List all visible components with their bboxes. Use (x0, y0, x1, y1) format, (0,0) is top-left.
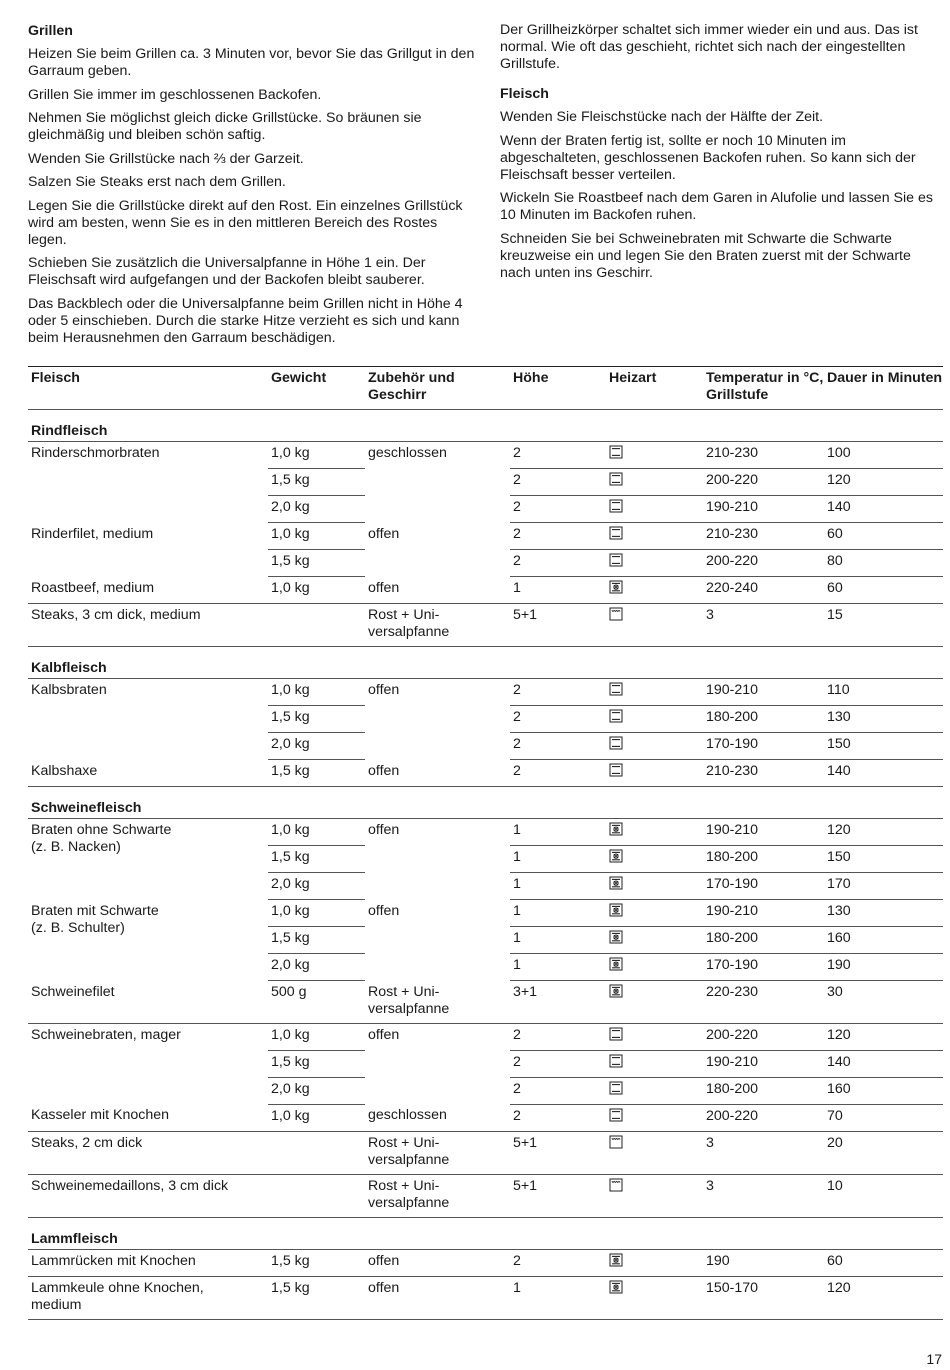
shelf-height-cell: 2 (510, 733, 606, 760)
grillen-paragraph: Legen Sie die Grillstücke direkt auf den Rost. Ein einzelnes Grillstück wird am besten, wenn Sie es in den mittleren Bereich des Rostes legen. (28, 197, 463, 248)
top-bottom-heat-icon (609, 499, 623, 513)
weight-cell: 500 g (268, 981, 365, 1024)
accessory-cell: offen (365, 1249, 510, 1276)
heating-mode-cell (606, 873, 703, 900)
heating-mode-cell (606, 496, 703, 523)
meat-name-cell: Braten mit Schwarte (z. B. Schulter) (31, 902, 159, 936)
shelf-height-cell: 3+1 (510, 981, 606, 1024)
accessory-cell: offen (368, 1026, 400, 1043)
header-zubehoer: Zubehör und Geschirr (365, 367, 510, 410)
shelf-height-cell: 2 (510, 706, 606, 733)
group-label: Rindfleisch (28, 410, 943, 442)
meat-name-cell: Rinderfilet, medium (31, 525, 154, 542)
shelf-height-cell: 2 (510, 1077, 606, 1104)
group-row (28, 787, 943, 819)
weight-cell: 2,0 kg (268, 1077, 365, 1104)
shelf-height-cell: 2 (510, 1249, 606, 1276)
header-heizart: Heizart (606, 367, 703, 410)
fleisch-section (500, 22, 940, 288)
temperature-cell: 200-220 (703, 1104, 824, 1131)
thermogrill-icon (609, 876, 623, 890)
temperature-cell: 170-190 (703, 733, 824, 760)
shelf-height-cell: 1 (510, 954, 606, 981)
top-bottom-heat-icon (609, 1108, 623, 1122)
group-row (28, 410, 943, 442)
shelf-height-cell: 2 (510, 523, 606, 550)
thermogrill-icon (609, 580, 623, 594)
weight-cell: 1,5 kg (268, 760, 365, 787)
shelf-height-cell: 2 (510, 1023, 606, 1050)
weight-cell: 2,0 kg (268, 733, 365, 760)
accessory-cell: offen (368, 525, 400, 542)
meat-name-cell: Steaks, 3 cm dick, medium (28, 604, 268, 647)
shelf-height-cell: 2 (510, 1104, 606, 1131)
shelf-height-cell: 5+1 (510, 1174, 606, 1217)
heating-mode-cell (606, 900, 703, 927)
accessory-cell: Rost + Uni- versalpfanne (365, 1131, 510, 1174)
heating-mode-cell (606, 981, 703, 1024)
accessory-cell: offen (365, 760, 510, 787)
heating-mode-cell (606, 760, 703, 787)
top-bottom-heat-icon (609, 709, 623, 723)
heating-mode-cell (606, 954, 703, 981)
grillen-paragraph: Salzen Sie Steaks erst nach dem Grillen. (28, 174, 286, 190)
weight-cell: 1,5 kg (268, 1050, 365, 1077)
duration-cell: 120 (824, 1276, 943, 1319)
fleisch-paragraph: Schneiden Sie bei Schweinebraten mit Schwarte die Schwarte kreuzweise ein und legen Sie den Braten zuerst mit der Schwarte nach unten ins Geschirr. (500, 230, 911, 281)
top-bottom-heat-icon (609, 1081, 623, 1095)
meat-name-cell: Kalbsbraten (31, 682, 107, 698)
shelf-height-cell: 1 (510, 927, 606, 954)
table-row (28, 523, 943, 550)
duration-cell: 60 (824, 577, 943, 604)
fleisch-paragraph: Wenden Sie Fleischstücke nach der Hälfte der Zeit. (500, 109, 824, 125)
weight-cell: 2,0 kg (268, 954, 365, 981)
heating-mode-cell (606, 846, 703, 873)
heating-mode-cell (606, 577, 703, 604)
weight-cell: 2,0 kg (268, 873, 365, 900)
temperature-cell: 210-230 (703, 523, 824, 550)
weight-cell: 1,5 kg (268, 469, 365, 496)
duration-cell: 190 (824, 954, 943, 981)
meat-name-cell: Kalbshaxe (28, 760, 268, 787)
shelf-height-cell: 1 (510, 577, 606, 604)
accessory-cell: offen (368, 822, 400, 838)
thermogrill-icon (609, 984, 623, 998)
group-label: Schweinefleisch (28, 787, 943, 819)
fleisch-heading: Fleisch (500, 86, 549, 102)
duration-cell: 120 (824, 469, 943, 496)
shelf-height-cell: 2 (510, 760, 606, 787)
shelf-height-cell: 2 (510, 550, 606, 577)
accessory-cell: geschlossen (368, 445, 447, 461)
meat-name-cell: Schweinefilet (28, 981, 268, 1024)
weight-cell: 1,5 kg (268, 927, 365, 954)
meat-name-cell: Rinderschmorbraten (31, 445, 160, 461)
temperature-cell: 190-210 (703, 1050, 824, 1077)
duration-cell: 160 (824, 1077, 943, 1104)
temperature-cell: 200-220 (703, 1023, 824, 1050)
temperature-cell: 190-210 (703, 679, 824, 706)
thermogrill-icon (609, 822, 623, 836)
heating-mode-cell (606, 442, 703, 469)
grillen-paragraph: Das Backblech oder die Universalpfanne beim Grillen nicht in Höhe 4 oder 5 einschieben. Durch die starke Hitze verzieht es sich und kann beim Herausnehmen den Garraum beschädigen. (28, 295, 463, 346)
heating-mode-cell (606, 1023, 703, 1050)
top-bottom-heat-icon (609, 1027, 623, 1041)
thermogrill-icon (609, 930, 623, 944)
heating-mode-cell (606, 1249, 703, 1276)
top-bottom-heat-icon (609, 763, 623, 777)
duration-cell: 130 (824, 706, 943, 733)
table-row (28, 981, 943, 1024)
heating-mode-cell (606, 550, 703, 577)
table-row (28, 679, 943, 706)
weight-cell: 1,5 kg (268, 706, 365, 733)
heating-mode-cell (606, 1174, 703, 1217)
thermogrill-icon (609, 1280, 623, 1294)
heating-mode-cell (606, 1050, 703, 1077)
accessory-cell: Rost + Uni- versalpfanne (365, 604, 510, 647)
header-temperatur: Temperatur in °C, Grillstufe (703, 367, 824, 410)
meat-name-cell: Roastbeef, medium (28, 577, 268, 604)
table-row (28, 900, 943, 927)
heating-mode-cell (606, 733, 703, 760)
heating-mode-cell (606, 679, 703, 706)
thermogrill-icon (609, 957, 623, 971)
temperature-cell: 150-170 (703, 1276, 824, 1319)
heating-mode-cell (606, 819, 703, 846)
group-label: Lammfleisch (28, 1217, 943, 1249)
group-row (28, 647, 943, 679)
thermogrill-icon (609, 1253, 623, 1267)
grillen-paragraph: Nehmen Sie möglichst gleich dicke Grillstücke. So bräunen sie gleichmäßig und bleiben schön saftig. (28, 110, 422, 143)
top-bottom-heat-icon (609, 736, 623, 750)
weight-cell: 1,0 kg (268, 1023, 365, 1050)
accessory-cell: geschlossen (365, 1104, 510, 1131)
grillen-heading: Grillen (28, 23, 73, 39)
accessory-cell: offen (365, 577, 510, 604)
table-row (28, 760, 943, 787)
temperature-cell: 220-240 (703, 577, 824, 604)
grillen-section (28, 22, 476, 353)
heating-mode-cell (606, 1077, 703, 1104)
temperature-cell: 210-230 (703, 760, 824, 787)
heating-mode-cell (606, 706, 703, 733)
temperature-cell: 170-190 (703, 954, 824, 981)
duration-cell: 10 (824, 1174, 943, 1217)
heating-mode-cell (606, 523, 703, 550)
heating-mode-cell (606, 927, 703, 954)
thermogrill-icon (609, 849, 623, 863)
meat-name-cell: Schweinebraten, mager (31, 1026, 181, 1043)
duration-cell: 130 (824, 900, 943, 927)
duration-cell: 170 (824, 873, 943, 900)
shelf-height-cell: 5+1 (510, 1131, 606, 1174)
header-fleisch: Fleisch (28, 367, 268, 410)
duration-cell: 140 (824, 760, 943, 787)
table-row (28, 604, 943, 647)
meat-name-cell: Lammrücken mit Knochen (28, 1249, 268, 1276)
shelf-height-cell: 1 (510, 819, 606, 846)
duration-cell: 110 (824, 679, 943, 706)
table-row (28, 577, 943, 604)
meat-name-cell: Lammkeule ohne Knochen, medium (28, 1276, 268, 1319)
temperature-cell: 190-210 (703, 496, 824, 523)
header-gewicht: Gewicht (268, 367, 365, 410)
shelf-height-cell: 2 (510, 469, 606, 496)
duration-cell: 60 (824, 1249, 943, 1276)
grillen-paragraph: Grillen Sie immer im geschlossenen Backofen. (28, 86, 322, 103)
duration-cell: 140 (824, 496, 943, 523)
temperature-cell: 190-210 (703, 900, 824, 927)
accessory-cell: Rost + Uni- versalpfanne (365, 1174, 510, 1217)
meat-name-cell: Schweinemedaillons, 3 cm dick (28, 1174, 268, 1217)
table-row (28, 1249, 943, 1276)
shelf-height-cell: 2 (510, 679, 606, 706)
temperature-cell: 3 (703, 1174, 824, 1217)
duration-cell: 20 (824, 1131, 943, 1174)
duration-cell: 120 (824, 1023, 943, 1050)
shelf-height-cell: 2 (510, 1050, 606, 1077)
top-bottom-heat-icon (609, 472, 623, 486)
weight-cell: 1,5 kg (268, 1249, 365, 1276)
duration-cell: 30 (824, 981, 943, 1024)
weight-cell: 2,0 kg (268, 496, 365, 523)
weight-cell: 1,0 kg (268, 900, 365, 927)
fleisch-paragraph: Wickeln Sie Roastbeef nach dem Garen in Alufolie und lassen Sie es 10 Minuten im Backofen ruhen. (500, 190, 933, 223)
heating-mode-cell (606, 1104, 703, 1131)
table-row (28, 1023, 943, 1050)
grillen-paragraph: Wenden Sie Grillstücke nach ⅔ der Garzeit. (28, 150, 304, 167)
duration-cell: 160 (824, 927, 943, 954)
temperature-cell: 3 (703, 604, 824, 647)
duration-cell: 150 (824, 733, 943, 760)
heating-mode-cell (606, 469, 703, 496)
weight-cell (268, 1174, 365, 1217)
page-number: 17 (926, 1351, 942, 1367)
temperature-cell: 180-200 (703, 927, 824, 954)
weight-cell (268, 1131, 365, 1174)
table-row (28, 1131, 943, 1174)
grill-icon (609, 607, 623, 621)
top-bottom-heat-icon (609, 682, 623, 696)
meat-table (28, 366, 943, 1320)
grill-icon (609, 1135, 623, 1149)
shelf-height-cell: 1 (510, 846, 606, 873)
temperature-cell: 190-210 (703, 819, 824, 846)
accessory-cell: offen (368, 682, 400, 698)
duration-cell: 150 (824, 846, 943, 873)
table-body (28, 410, 943, 1320)
shelf-height-cell: 2 (510, 496, 606, 523)
group-row (28, 1217, 943, 1249)
shelf-height-cell: 5+1 (510, 604, 606, 647)
heating-mode-cell (606, 604, 703, 647)
header-dauer: Dauer in Minuten (824, 367, 943, 410)
top-bottom-heat-icon (609, 445, 623, 459)
top-bottom-heat-icon (609, 1054, 623, 1068)
meat-name-cell: Kasseler mit Knochen (28, 1104, 268, 1131)
table-row (28, 1104, 943, 1131)
duration-cell: 60 (824, 523, 943, 550)
temperature-cell: 190 (703, 1249, 824, 1276)
duration-cell: 120 (824, 819, 943, 846)
temperature-cell: 180-200 (703, 1077, 824, 1104)
accessory-cell: Rost + Uni- versalpfanne (365, 981, 510, 1024)
weight-cell: 1,0 kg (268, 819, 365, 846)
grill-icon (609, 1178, 623, 1192)
header-hoehe: Höhe (510, 367, 606, 410)
shelf-height-cell: 1 (510, 873, 606, 900)
temperature-cell: 200-220 (703, 469, 824, 496)
temperature-cell: 180-200 (703, 846, 824, 873)
duration-cell: 140 (824, 1050, 943, 1077)
temperature-cell: 3 (703, 1131, 824, 1174)
duration-cell: 70 (824, 1104, 943, 1131)
shelf-height-cell: 1 (510, 900, 606, 927)
heating-mode-cell (606, 1276, 703, 1319)
table-row (28, 1174, 943, 1217)
group-label: Kalbfleisch (28, 647, 943, 679)
table-row (28, 819, 943, 846)
temperature-cell: 170-190 (703, 873, 824, 900)
weight-cell: 1,0 kg (268, 679, 365, 706)
weight-cell: 1,0 kg (268, 442, 365, 469)
table-header-row (28, 367, 943, 410)
shelf-height-cell: 1 (510, 1276, 606, 1319)
duration-cell: 100 (824, 442, 943, 469)
weight-cell: 1,5 kg (268, 550, 365, 577)
weight-cell: 1,5 kg (268, 1276, 365, 1319)
top-bottom-heat-icon (609, 553, 623, 567)
temperature-cell: 200-220 (703, 550, 824, 577)
temperature-cell: 220-230 (703, 981, 824, 1024)
grillen-paragraph: Heizen Sie beim Grillen ca. 3 Minuten vor, bevor Sie das Grillgut in den Garraum geben. (28, 46, 475, 79)
temperature-cell: 180-200 (703, 706, 824, 733)
thermogrill-icon (609, 903, 623, 917)
weight-cell: 1,0 kg (268, 577, 365, 604)
meat-name-cell: Steaks, 2 cm dick (28, 1131, 268, 1174)
duration-cell: 15 (824, 604, 943, 647)
grillheizkoerper-paragraph: Der Grillheizkörper schaltet sich immer wieder ein und aus. Das ist normal. Wie oft das geschieht, richtet sich nach der eingestellten Grillstufe. (500, 22, 918, 72)
top-bottom-heat-icon (609, 526, 623, 540)
shelf-height-cell: 2 (510, 442, 606, 469)
temperature-cell: 210-230 (703, 442, 824, 469)
weight-cell: 1,5 kg (268, 846, 365, 873)
heating-mode-cell (606, 1131, 703, 1174)
accessory-cell: offen (368, 902, 400, 919)
fleisch-paragraph: Wenn der Braten fertig ist, sollte er noch 10 Minuten im abgeschalteten, geschlossenen Backofen ruhen. So kann sich der Fleischsaft besser verteilen. (500, 132, 916, 183)
accessory-cell: offen (365, 1276, 510, 1319)
grillen-paragraph: Schieben Sie zusätzlich die Universalpfanne in Höhe 1 ein. Der Fleischsaft wird aufgefangen und der Backofen bleibt sauberer. (28, 255, 426, 288)
weight-cell: 1,0 kg (268, 523, 365, 550)
table-row (28, 442, 943, 469)
weight-cell: 1,0 kg (268, 1104, 365, 1131)
duration-cell: 80 (824, 550, 943, 577)
table-row (28, 1276, 943, 1319)
meat-name-cell: Braten ohne Schwarte (z. B. Nacken) (31, 822, 172, 855)
weight-cell (268, 604, 365, 647)
